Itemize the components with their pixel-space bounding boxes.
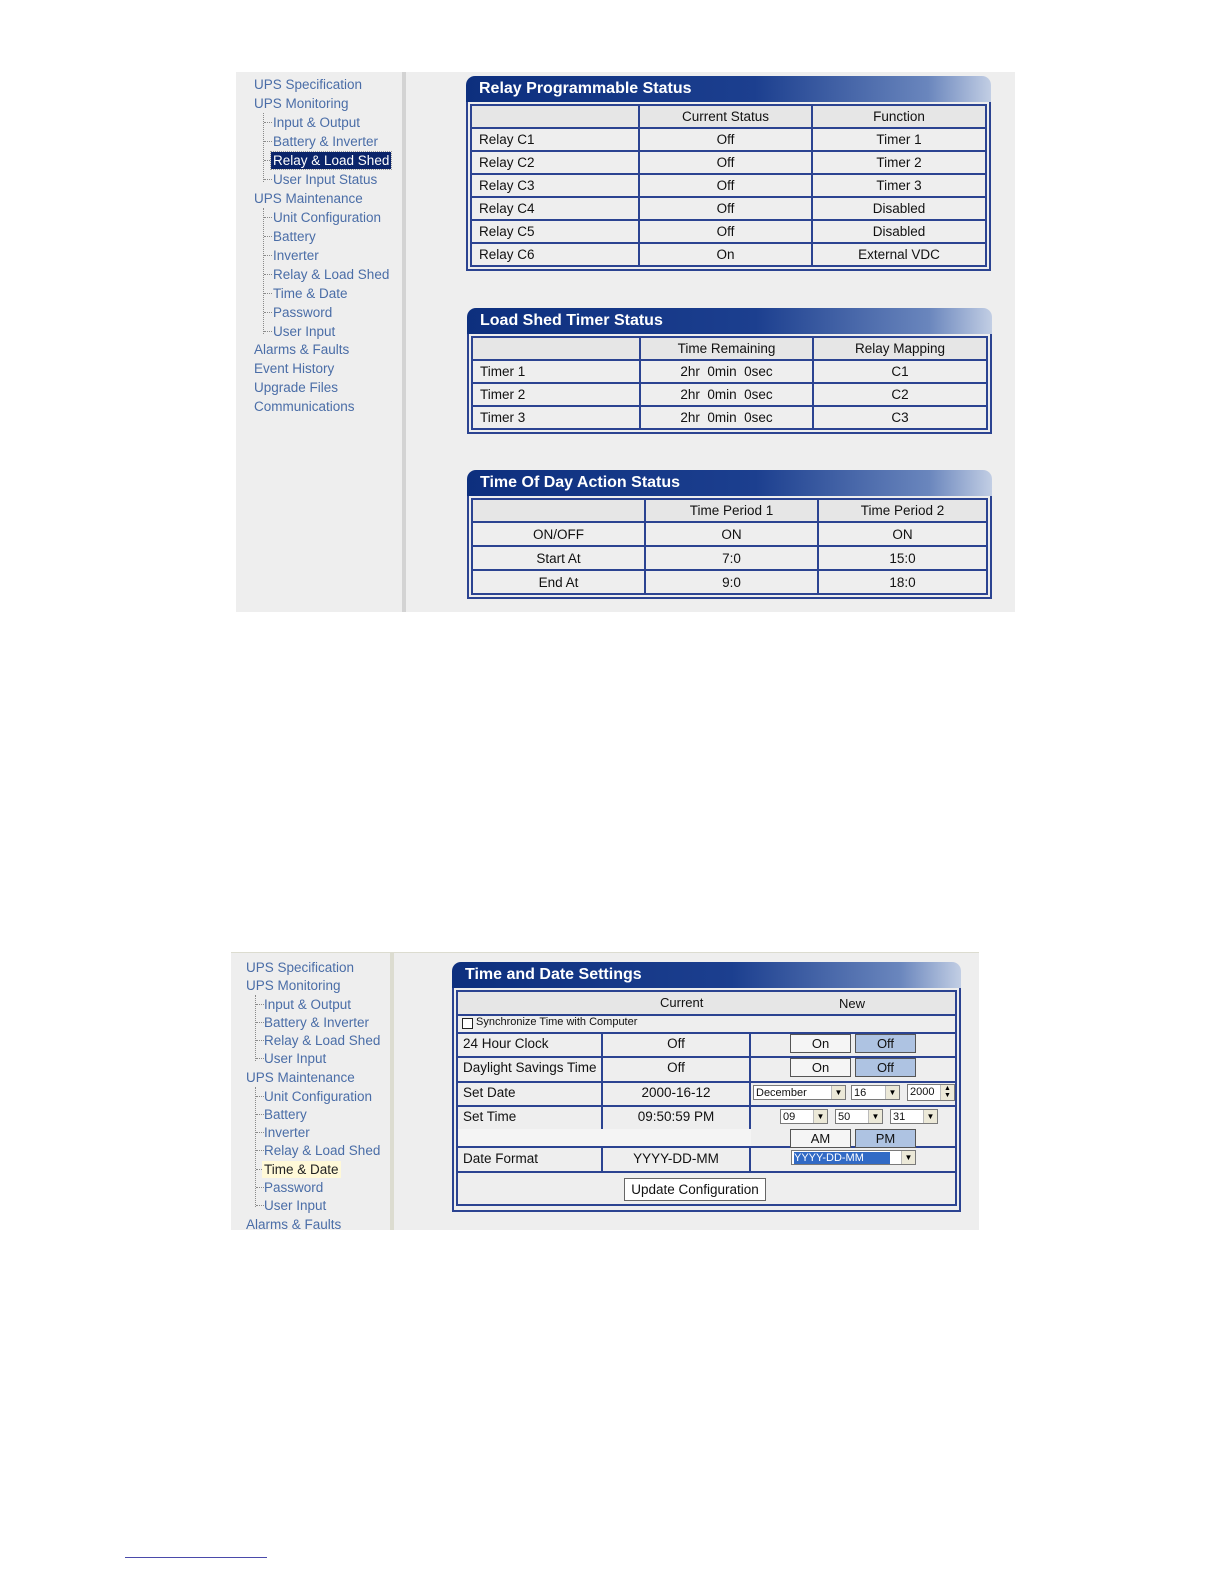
relay-current-status: Off <box>639 128 812 151</box>
nav-battery[interactable]: Battery <box>264 1107 307 1122</box>
sync-label: Synchronize Time with Computer <box>476 1016 638 1028</box>
nav-battery[interactable]: Battery <box>273 229 316 244</box>
tree-connector <box>255 1087 256 1207</box>
table-row <box>471 220 986 243</box>
tree-branch <box>264 122 272 123</box>
tree-branch <box>256 1150 264 1151</box>
relay-mapping: C1 <box>813 360 987 383</box>
action-label: ON/OFF <box>472 522 645 546</box>
table-row <box>471 174 986 197</box>
nav-password[interactable]: Password <box>264 1180 324 1195</box>
year-value: 2000 <box>910 1086 935 1098</box>
footnote-rule <box>125 1557 267 1558</box>
clock-off-button[interactable]: Off <box>855 1034 916 1053</box>
new-column-header: New <box>839 996 866 1011</box>
day-select[interactable] <box>851 1085 900 1100</box>
nav-password[interactable]: Password <box>273 305 333 320</box>
clock-on-button[interactable]: On <box>790 1034 851 1053</box>
relay-function: External VDC <box>812 243 986 266</box>
relay-load-shed-screenshot <box>236 72 1015 612</box>
nav-battery-inverter[interactable]: Battery & Inverter <box>264 1015 370 1030</box>
row-divider <box>458 1171 955 1173</box>
am-button[interactable]: AM <box>790 1129 851 1148</box>
time-date-settings-screenshot <box>231 952 979 1230</box>
timer-name: Timer 1 <box>472 360 640 383</box>
table-row <box>472 522 987 546</box>
relay-current-status: Off <box>639 220 812 243</box>
dst-current: Off <box>667 1060 685 1075</box>
nav-unit-configuration[interactable]: Unit Configuration <box>264 1089 373 1104</box>
hour-value: 09 <box>783 1111 796 1123</box>
timer-name: Timer 2 <box>472 383 640 406</box>
column-header: Relay Mapping <box>813 337 987 360</box>
month-value: December <box>756 1087 807 1099</box>
table-row <box>471 197 986 220</box>
relay-name: Relay C3 <box>471 174 639 197</box>
tree-branch <box>264 217 272 218</box>
set-time-label: Set Time <box>463 1109 517 1124</box>
blank-cell <box>458 1129 751 1146</box>
nav-event-history[interactable]: Event History <box>254 361 335 376</box>
time-remaining: 2hr 0min 0sec <box>640 383 813 406</box>
relay-function: Timer 3 <box>812 174 986 197</box>
column-header: Time Period 1 <box>645 499 818 522</box>
action-label: End At <box>472 570 645 594</box>
time-remaining: 2hr 0min 0sec <box>640 406 813 429</box>
relay-function: Timer 2 <box>812 151 986 174</box>
time-date-settings-panel <box>452 962 961 1212</box>
table-row <box>471 151 986 174</box>
nav-battery-inverter[interactable]: Battery & Inverter <box>273 134 379 149</box>
tree-branch <box>256 1114 264 1115</box>
nav-user-input[interactable]: User Input <box>273 324 336 339</box>
date-format-value: YYYY-DD-MM <box>794 1152 890 1164</box>
year-spinner[interactable] <box>907 1084 955 1101</box>
nav-user-input-status[interactable]: User Input Status <box>273 172 378 187</box>
relay-name: Relay C5 <box>471 220 639 243</box>
tree-branch <box>264 312 272 313</box>
nav-user-input-maint[interactable]: User Input <box>264 1198 327 1213</box>
relay-name: Relay C4 <box>471 197 639 220</box>
load-shed-panel <box>467 308 992 434</box>
row-divider <box>458 1105 955 1107</box>
time-of-day-panel <box>467 470 992 599</box>
dst-label: Daylight Savings Time <box>463 1060 597 1075</box>
tree-branch <box>256 1022 264 1023</box>
chevron-down-icon: ▼ <box>831 1086 845 1099</box>
clock-current: Off <box>667 1036 685 1051</box>
nav-ups-monitoring[interactable]: UPS Monitoring <box>246 978 341 993</box>
dst-off-button[interactable]: Off <box>855 1058 916 1077</box>
nav-time-date[interactable]: Time & Date <box>273 286 348 301</box>
settings-header <box>458 992 955 1014</box>
set-date-label: Set Date <box>463 1085 516 1100</box>
column-header: Time Period 2 <box>818 499 987 522</box>
table-row <box>472 360 987 383</box>
sync-checkbox[interactable] <box>462 1018 473 1029</box>
period-2-value: 18:0 <box>818 570 987 594</box>
nav-ups-monitoring[interactable]: UPS Monitoring <box>254 96 349 111</box>
relay-function: Disabled <box>812 220 986 243</box>
update-configuration-button[interactable]: Update Configuration <box>624 1178 766 1201</box>
period-1-value: 9:0 <box>645 570 818 594</box>
panel-title: Time and Date Settings <box>452 962 961 988</box>
chevron-down-icon: ▼ <box>885 1086 899 1099</box>
set-date-current: 2000-16-12 <box>641 1085 711 1100</box>
sidebar-nav <box>236 72 406 612</box>
table-row <box>472 406 987 429</box>
chevron-down-icon: ▼ <box>901 1151 915 1164</box>
column-header: Function <box>812 105 986 128</box>
column-header <box>472 337 640 360</box>
sidebar-nav <box>231 953 394 1230</box>
nav-time-date-selected[interactable]: Time & Date <box>264 1162 339 1177</box>
period-1-value: 7:0 <box>645 546 818 570</box>
table-row <box>472 383 987 406</box>
nav-inverter[interactable]: Inverter <box>264 1125 310 1140</box>
second-select[interactable] <box>890 1109 938 1124</box>
tree-branch <box>264 274 272 275</box>
nav-relay-load-shed[interactable]: Relay & Load Shed <box>264 1033 381 1048</box>
timer-name: Timer 3 <box>472 406 640 429</box>
relay-current-status: Off <box>639 151 812 174</box>
action-label: Start At <box>472 546 645 570</box>
tree-branch <box>264 236 272 237</box>
nav-relay-load-shed-selected[interactable]: Relay & Load Shed <box>273 153 390 168</box>
tree-branch <box>256 1004 264 1005</box>
column-header: Time Remaining <box>640 337 813 360</box>
relay-status-panel <box>466 76 991 271</box>
nav-ups-maintenance[interactable]: UPS Maintenance <box>246 1070 355 1085</box>
date-format-select[interactable] <box>791 1150 916 1165</box>
nav-input-output[interactable]: Input & Output <box>264 997 352 1012</box>
panel-title: Time Of Day Action Status <box>467 470 992 496</box>
column-header <box>471 105 639 128</box>
relay-function: Timer 1 <box>812 128 986 151</box>
nav-ups-specification[interactable]: UPS Specification <box>246 960 355 975</box>
tree-branch <box>256 1040 264 1041</box>
set-time-current: 09:50:59 PM <box>637 1109 715 1124</box>
tree-branch <box>264 141 272 142</box>
tree-branch <box>264 331 272 332</box>
table-row <box>471 243 986 266</box>
tree-branch <box>256 1205 264 1206</box>
tree-branch <box>256 1187 264 1188</box>
nav-user-input[interactable]: User Input <box>264 1051 327 1066</box>
table-row <box>472 570 987 594</box>
clock-label: 24 Hour Clock <box>463 1036 549 1051</box>
chevron-down-icon: ▼ <box>813 1110 827 1123</box>
column-divider <box>749 1032 751 1171</box>
tree-connector <box>263 208 264 334</box>
panel-title: Relay Programmable Status <box>466 76 991 102</box>
table-row <box>471 128 986 151</box>
relay-name: Relay C2 <box>471 151 639 174</box>
relay-mapping: C3 <box>813 406 987 429</box>
table-row <box>472 546 987 570</box>
nav-relay-load-shed-maint[interactable]: Relay & Load Shed <box>264 1143 381 1158</box>
panel-title: Load Shed Timer Status <box>467 308 992 334</box>
tree-branch <box>264 179 272 180</box>
relay-name: Relay C1 <box>471 128 639 151</box>
tree-connector <box>263 113 264 182</box>
date-format-current: YYYY-DD-MM <box>633 1151 719 1166</box>
tree-branch <box>264 293 272 294</box>
current-column-header: Current <box>660 995 704 1010</box>
chevron-down-icon: ▼ <box>923 1110 937 1123</box>
settings-frame <box>456 990 957 1206</box>
time-of-day-table <box>471 498 988 595</box>
dst-on-button[interactable]: On <box>790 1058 851 1077</box>
day-value: 16 <box>854 1087 867 1099</box>
column-header: Current Status <box>639 105 812 128</box>
hour-select[interactable] <box>780 1109 828 1124</box>
column-header <box>472 499 645 522</box>
load-shed-table <box>471 336 988 430</box>
chevron-down-icon: ▼ <box>868 1110 882 1123</box>
pm-button[interactable]: PM <box>855 1129 916 1148</box>
nav-relay-load-shed[interactable]: Relay & Load Shed <box>273 267 390 282</box>
tree-branch <box>256 1058 264 1059</box>
relay-mapping: C2 <box>813 383 987 406</box>
tree-branch <box>256 1132 264 1133</box>
tree-branch <box>256 1096 264 1097</box>
relay-function: Disabled <box>812 197 986 220</box>
relay-current-status: Off <box>639 197 812 220</box>
time-remaining: 2hr 0min 0sec <box>640 360 813 383</box>
period-2-value: 15:0 <box>818 546 987 570</box>
nav-inverter[interactable]: Inverter <box>273 248 319 263</box>
relay-name: Relay C6 <box>471 243 639 266</box>
minute-value: 50 <box>838 1111 851 1123</box>
tree-branch <box>264 255 272 256</box>
nav-alarms-faults[interactable]: Alarms & Faults <box>246 1217 342 1230</box>
nav-upgrade-files[interactable]: Upgrade Files <box>254 380 339 395</box>
relay-current-status: Off <box>639 174 812 197</box>
nav-unit-configuration[interactable]: Unit Configuration <box>273 210 382 225</box>
nav-ups-maintenance[interactable]: UPS Maintenance <box>254 191 363 206</box>
row-divider <box>458 1081 955 1083</box>
spinner-arrows-icon[interactable]: ▲ ▼ <box>940 1085 954 1100</box>
nav-ups-specification[interactable]: UPS Specification <box>254 77 363 92</box>
month-select[interactable] <box>753 1085 846 1100</box>
period-2-value: ON <box>818 522 987 546</box>
nav-input-output[interactable]: Input & Output <box>273 115 361 130</box>
second-value: 31 <box>893 1111 906 1123</box>
relay-current-status: On <box>639 243 812 266</box>
nav-alarms-faults[interactable]: Alarms & Faults <box>254 342 350 357</box>
relay-status-table <box>470 104 987 267</box>
minute-select[interactable] <box>835 1109 883 1124</box>
nav-communications[interactable]: Communications <box>254 399 355 414</box>
period-1-value: ON <box>645 522 818 546</box>
date-format-label: Date Format <box>463 1151 539 1166</box>
